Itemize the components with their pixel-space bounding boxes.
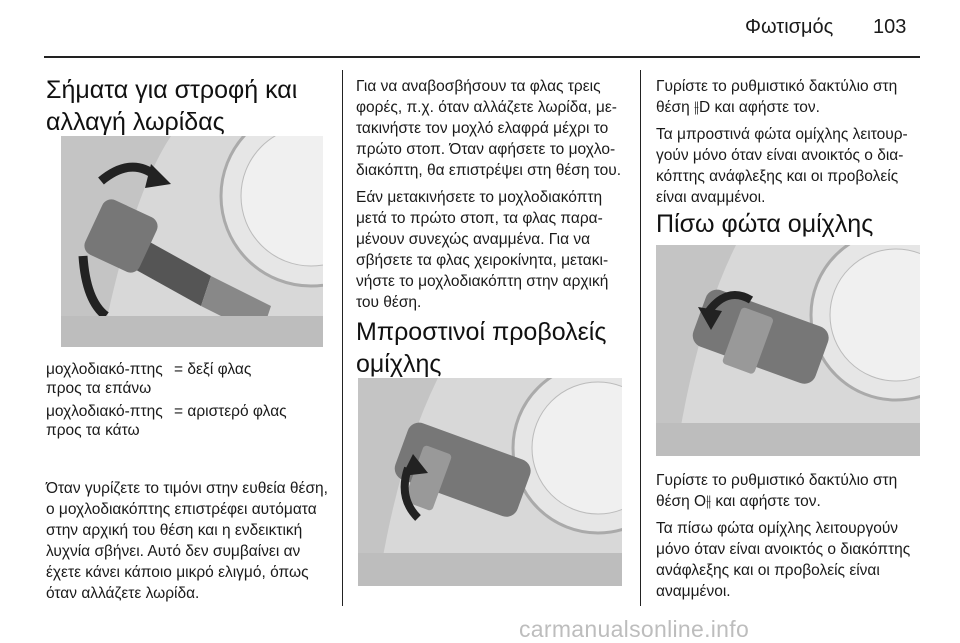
def-term: μοχλοδιακό-πτης προς τα επάνω: [46, 361, 163, 397]
col3-body-top: [656, 76, 926, 214]
heading-line-1: Σήματα για στροφή και: [46, 76, 298, 104]
heading-line-2: ομίχλης: [356, 350, 442, 378]
def-row-down: [46, 402, 336, 440]
paragraph: Γυρίστε το ρυθμιστικό δακτύλιο στη θέση O⫲ και αφήστε τον.: [656, 472, 898, 510]
paragraph: Τα μπροστινά φώτα ομίχλης λειτουρ-γούν μόνο όταν είναι ανοικτός ο δια-κόπτης ανάφλεξης και οι προβολείς είναι αναμμένοι.: [656, 126, 908, 206]
section-heading-rear-fog: Πίσω φώτα ομίχλης: [656, 210, 874, 238]
turn-signal-lever-illustration: [61, 136, 323, 347]
paragraph: Γυρίστε το ρυθμιστικό δακτύλιο στη θέση ⫲D και αφήστε τον.: [656, 78, 898, 116]
column-divider-1: [342, 70, 343, 606]
paragraph: Για να αναβοσβήσουν τα φλας τρεις φορές, π.χ. όταν αλλάζετε λωρίδα, με-τακινήστε τον μοχλό ελαφρά μέχρι το πρώτο στοπ. Όταν αφήσετε το μοχλο-διακόπτη, θα επιστρέψει στη θέση του.: [356, 78, 622, 179]
section-heading-front-fog: [356, 316, 630, 380]
front-fog-switch-illustration: [358, 378, 622, 586]
section-heading-turn-signals: [46, 74, 336, 138]
paragraph: Εάν μετακινήσετε το μοχλοδιακόπτη μετά το πρώτο στοπ, τα φλας παρα-μένουν συνεχώς αναμμένα. Για να σβήσετε τα φλας χειροκίνητα, μετακι-νήστε το μοχλοδιακόπτη στην αρχική του θέση.: [356, 189, 609, 311]
col3-body-bottom: [656, 470, 926, 608]
lever-direction-list: [46, 360, 336, 444]
watermark: carmanualsonline.info: [519, 616, 750, 642]
rear-fog-switch-illustration: [656, 245, 920, 456]
def-row-up: [46, 360, 336, 398]
heading-line-1: Μπροστινοί προβολείς: [356, 318, 607, 346]
heading-line-2: αλλαγή λωρίδας: [46, 108, 225, 136]
page-number: 103: [873, 16, 907, 38]
col1-body: [46, 478, 332, 610]
column-divider-2: [640, 70, 641, 606]
paragraph: Όταν γυρίζετε το τιμόνι στην ευθεία θέση, ο μοχλοδιακόπτης επιστρέφει αυτόματα στην αρχική του θέση και η ενδεικτική λυχνία σβήνει. Αυτό δεν συμβαίνει αν έχετε κάνει κάποιο μικρό ελιγμό, όπως όταν αλλάζετε λωρίδα.: [46, 480, 328, 602]
paragraph: Τα πίσω φώτα ομίχλης λειτουργούν μόνο όταν είναι ανοικτός ο διακόπτης ανάφλεξης και οι προβολείς είναι αναμμένοι.: [656, 520, 911, 600]
col2-body: [356, 76, 630, 319]
def-desc: = αριστερό φλας: [174, 403, 287, 420]
header-rule: [44, 56, 920, 58]
page-header-title: Φωτισμός: [745, 16, 834, 38]
def-desc: = δεξί φλας: [174, 361, 252, 378]
def-term: μοχλοδιακό-πτης προς τα κάτω: [46, 403, 163, 439]
